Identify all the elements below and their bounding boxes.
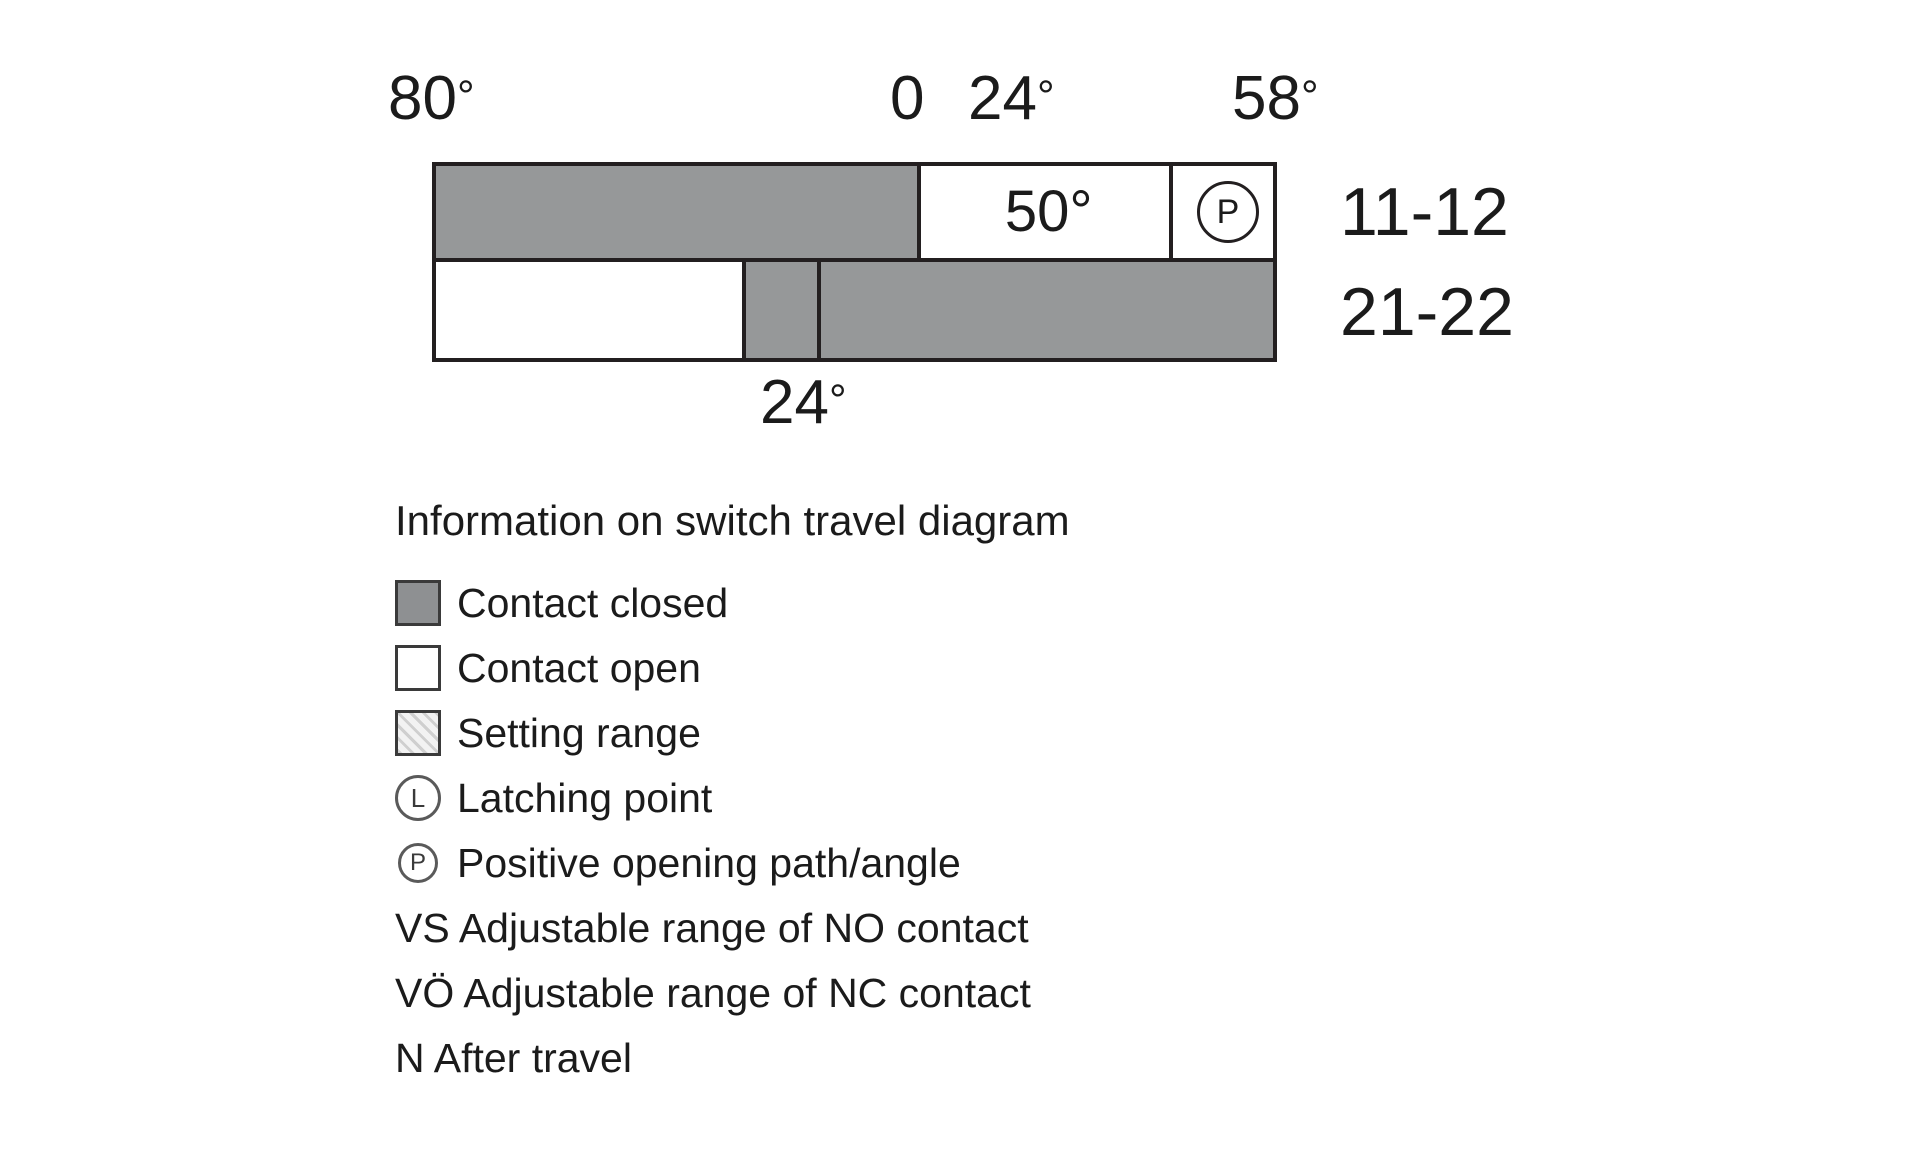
scale-label-0: 0 <box>890 64 925 133</box>
segment-open-positive-opening <box>921 166 1172 258</box>
segment-angle-label: 50° <box>1004 179 1093 244</box>
scale-label-24-top: 24° <box>968 64 1055 133</box>
legend-title: Information on switch travel diagram <box>395 497 1070 544</box>
legend-item-label: VS Adjustable range of NO contact <box>395 904 1029 951</box>
travel-bars <box>432 162 1277 362</box>
hatched-square-icon <box>395 710 441 756</box>
legend-item-vo <box>395 960 1295 1025</box>
legend-item-setting-range <box>395 700 1295 765</box>
segment-closed <box>821 166 921 258</box>
empty-square-icon <box>395 645 441 691</box>
legend-item-contact-open <box>395 635 1295 700</box>
contact-designation-11-12: 11-12 <box>1340 174 1509 250</box>
legend-item-latching-point <box>395 765 1295 830</box>
segment-closed <box>436 166 821 258</box>
scale-label-58: 58° <box>1232 64 1319 133</box>
scale-label-80: 80° <box>388 64 475 133</box>
legend-item-label: Positive opening path/angle <box>457 839 961 886</box>
legend-item-label: Setting range <box>457 709 701 756</box>
legend-item-vs <box>395 895 1295 960</box>
filled-square-icon <box>395 580 441 626</box>
legend-item-label: VÖ Adjustable range of NC contact <box>395 969 1031 1016</box>
legend-item-label: Contact open <box>457 644 701 691</box>
segment-open <box>436 262 746 358</box>
positive-opening-marker-icon: P <box>1197 181 1259 243</box>
legend-item-label: Contact closed <box>457 579 729 626</box>
legend-item-after-travel <box>395 1025 1295 1090</box>
segment-closed <box>746 262 821 358</box>
circle-p-icon: P <box>398 843 438 883</box>
legend-item-label: Latching point <box>457 774 713 821</box>
contact-designation-21-22: 21-22 <box>1340 274 1514 350</box>
switch-travel-diagram <box>0 0 1920 470</box>
contact-row-21-22 <box>436 262 1273 358</box>
segment-closed <box>821 262 1273 358</box>
legend-item-contact-closed <box>395 570 1295 635</box>
contact-row-11-12 <box>436 166 1273 262</box>
scale-label-24-bottom: 24° <box>760 368 847 437</box>
circle-l-icon: L <box>395 775 441 821</box>
legend <box>395 497 1295 1090</box>
legend-item-positive-opening <box>395 830 1295 895</box>
legend-item-label: N After travel <box>395 1034 632 1081</box>
